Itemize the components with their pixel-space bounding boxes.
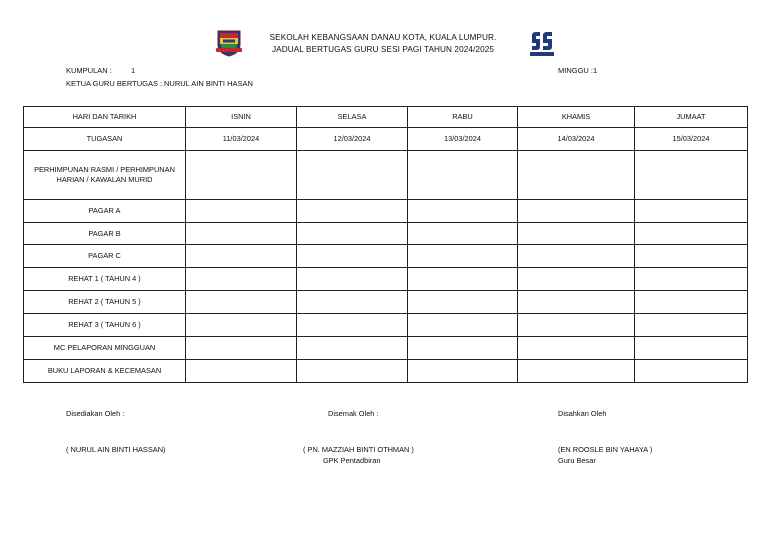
duty-cell <box>408 245 518 268</box>
task-report-book: BUKU LAPORAN & KECEMASAN <box>24 360 186 383</box>
prepared-by-label: Disediakan Oleh : <box>66 409 125 418</box>
table-row <box>24 151 748 200</box>
day-friday: JUMAAT <box>635 107 748 128</box>
date-wednesday: 13/03/2024 <box>408 128 518 151</box>
day-monday: ISNIN <box>186 107 297 128</box>
duty-cell <box>518 268 635 291</box>
duty-cell <box>297 245 408 268</box>
duty-cell <box>518 151 635 200</box>
week-label: MINGGU :1 <box>558 66 598 75</box>
approved-by-name: (EN ROOSLE BIN YAHAYA ) <box>558 445 653 454</box>
task-break-1: REHAT 1 ( TAHUN 4 ) <box>24 268 186 291</box>
ss-emblem-icon <box>528 31 556 57</box>
table-row <box>24 128 748 151</box>
duty-cell <box>518 223 635 245</box>
duty-cell <box>186 314 297 337</box>
task-gate-a: PAGAR A <box>24 200 186 223</box>
day-header: HARI DAN TARIKH <box>24 107 186 128</box>
date-thursday: 14/03/2024 <box>518 128 635 151</box>
duty-cell <box>186 200 297 223</box>
duty-cell <box>518 291 635 314</box>
table-row <box>24 291 748 314</box>
duty-schedule-table <box>23 106 748 383</box>
checked-by-title: GPK Pentadbiran <box>323 456 381 465</box>
approved-by-label: Disahkan Oleh <box>558 409 607 418</box>
group-label: KUMPULAN : <box>66 66 112 75</box>
duty-cell <box>297 337 408 360</box>
school-name: SEKOLAH KEBANGSAAN DANAU KOTA, KUALA LUMPUR. <box>269 33 497 42</box>
task-header: TUGASAN <box>24 128 186 151</box>
task-gate-b: PAGAR B <box>24 223 186 245</box>
duty-cell <box>635 268 748 291</box>
duty-cell <box>297 151 408 200</box>
task-gate-c: PAGAR C <box>24 245 186 268</box>
duty-cell <box>297 314 408 337</box>
task-mc-report: MC PELAPORAN MINGGUAN <box>24 337 186 360</box>
day-wednesday: RABU <box>408 107 518 128</box>
duty-cell <box>186 291 297 314</box>
duty-cell <box>408 151 518 200</box>
task-break-2: REHAT 2 ( TAHUN 5 ) <box>24 291 186 314</box>
table-row <box>24 337 748 360</box>
duty-cell <box>186 151 297 200</box>
date-friday: 15/03/2024 <box>635 128 748 151</box>
duty-cell <box>297 268 408 291</box>
table-row <box>24 245 748 268</box>
duty-cell <box>518 337 635 360</box>
prepared-by-name: ( NURUL AIN BINTI HASSAN) <box>66 445 166 454</box>
date-tuesday: 12/03/2024 <box>297 128 408 151</box>
day-thursday: KHAMIS <box>518 107 635 128</box>
duty-cell <box>408 200 518 223</box>
duty-cell <box>408 268 518 291</box>
duty-cell <box>297 291 408 314</box>
duty-cell <box>186 223 297 245</box>
duty-cell <box>635 360 748 383</box>
task-assembly: PERHIMPUNAN RASMI / PERHIMPUNAN HARIAN / KAWALAN MURID <box>24 151 186 200</box>
duty-cell <box>518 314 635 337</box>
duty-cell <box>186 360 297 383</box>
duty-cell <box>518 360 635 383</box>
duty-cell <box>408 314 518 337</box>
day-tuesday: SELASA <box>297 107 408 128</box>
checked-by-label: Disemak Oleh : <box>328 409 379 418</box>
duty-cell <box>186 245 297 268</box>
duty-cell <box>518 245 635 268</box>
task-break-3: REHAT 3 ( TAHUN 6 ) <box>24 314 186 337</box>
table-row <box>24 268 748 291</box>
leader-name: NURUL AIN BINTI HASAN <box>164 79 253 88</box>
duty-cell <box>635 151 748 200</box>
table-row <box>24 360 748 383</box>
duty-cell <box>408 360 518 383</box>
approved-by-title: Guru Besar <box>558 456 596 465</box>
group-value: 1 <box>131 66 136 75</box>
duty-cell <box>297 223 408 245</box>
date-monday: 11/03/2024 <box>186 128 297 151</box>
duty-cell <box>297 360 408 383</box>
school-crest-icon <box>214 28 244 58</box>
table-row <box>24 314 748 337</box>
table-row <box>24 107 748 128</box>
schedule-title: JADUAL BERTUGAS GURU SESI PAGI TAHUN 2024/2025 <box>271 45 495 54</box>
duty-cell <box>408 291 518 314</box>
duty-cell <box>297 200 408 223</box>
duty-cell <box>635 200 748 223</box>
table-row <box>24 223 748 245</box>
duty-cell <box>635 245 748 268</box>
leader-label: KETUA GURU BERTUGAS : <box>66 79 163 88</box>
duty-cell <box>635 291 748 314</box>
duty-cell <box>635 314 748 337</box>
duty-cell <box>518 200 635 223</box>
duty-cell <box>408 223 518 245</box>
checked-by-name: ( PN. MAZZIAH BINTI OTHMAN ) <box>303 445 414 454</box>
table-row <box>24 200 748 223</box>
duty-cell <box>408 337 518 360</box>
duty-cell <box>186 268 297 291</box>
duty-cell <box>186 337 297 360</box>
duty-cell <box>635 223 748 245</box>
duty-cell <box>635 337 748 360</box>
